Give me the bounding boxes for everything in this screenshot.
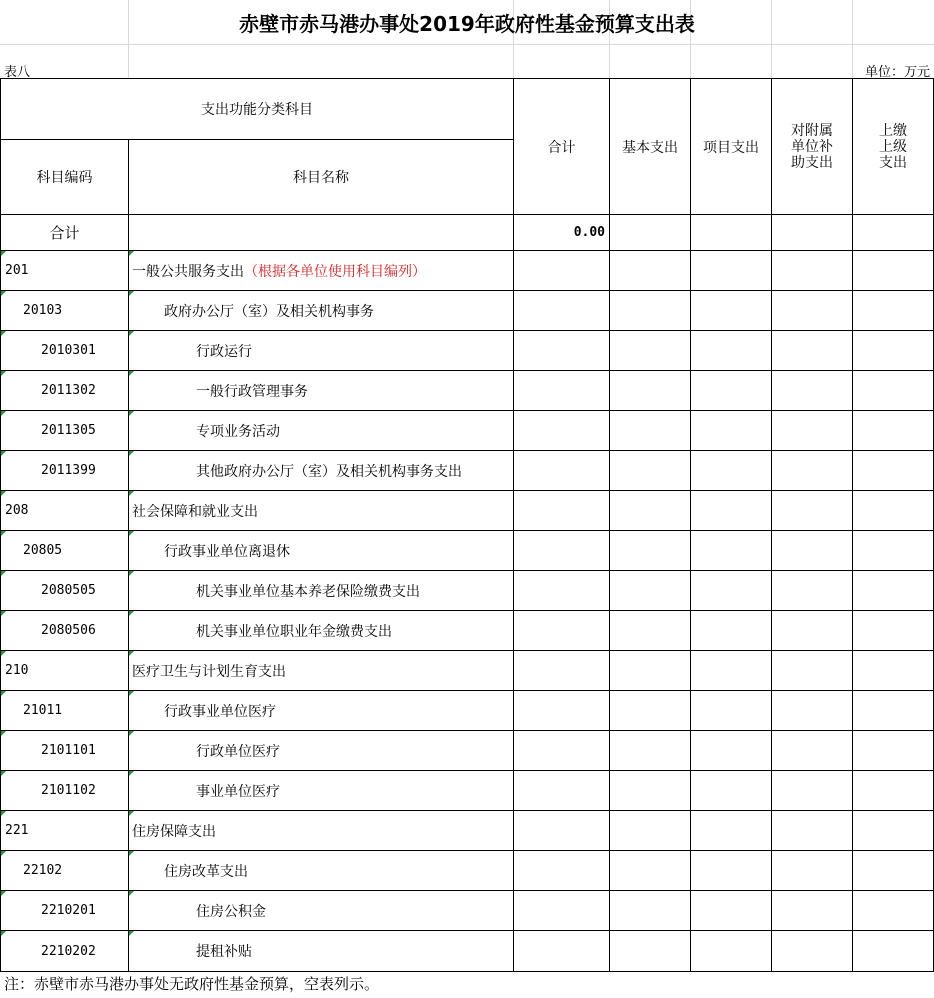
basic-amount-cell[interactable] bbox=[610, 891, 691, 931]
subject-code: 2210201 bbox=[41, 903, 96, 918]
subject-code-cell[interactable] bbox=[1, 411, 129, 451]
subsidy-amount-cell[interactable] bbox=[772, 771, 853, 811]
project-amount-cell[interactable] bbox=[691, 691, 772, 731]
remit-amount-cell[interactable] bbox=[853, 771, 934, 811]
project-amount-cell[interactable] bbox=[691, 251, 772, 291]
cell-marker-icon bbox=[1, 291, 6, 296]
subject-name: 事业单位医疗 bbox=[196, 783, 280, 800]
project-amount-cell[interactable] bbox=[691, 531, 772, 571]
total-amount-cell[interactable] bbox=[514, 731, 610, 771]
subject-name: 行政单位医疗 bbox=[196, 743, 280, 760]
total-value[interactable]: 0.00 bbox=[514, 215, 610, 251]
table-row bbox=[1, 731, 934, 771]
basic-amount-cell[interactable] bbox=[610, 571, 691, 611]
cell-marker-icon bbox=[129, 851, 134, 856]
basic-amount-cell[interactable] bbox=[610, 251, 691, 291]
cell-marker-icon bbox=[129, 611, 134, 616]
cell-marker-icon bbox=[129, 931, 134, 936]
basic-amount-cell[interactable] bbox=[610, 731, 691, 771]
total-amount-cell[interactable] bbox=[514, 491, 610, 531]
table-row bbox=[1, 371, 934, 411]
subsidy-amount-cell[interactable] bbox=[772, 411, 853, 451]
subsidy-amount-cell[interactable] bbox=[772, 571, 853, 611]
subject-name: 机关事业单位职业年金缴费支出 bbox=[196, 623, 392, 640]
total-amount-cell[interactable] bbox=[514, 931, 610, 972]
cell-marker-icon bbox=[129, 731, 134, 736]
table-row bbox=[1, 891, 934, 931]
subject-code-cell[interactable] bbox=[1, 851, 129, 891]
project-amount-cell[interactable] bbox=[691, 611, 772, 651]
subject-name: 住房保障支出 bbox=[132, 823, 216, 840]
subject-code: 221 bbox=[5, 823, 29, 838]
subject-name-cell[interactable] bbox=[129, 291, 514, 331]
subject-code: 22102 bbox=[23, 863, 63, 878]
table-row bbox=[1, 411, 934, 451]
subsidy-amount-cell[interactable] bbox=[772, 331, 853, 371]
subject-name-cell[interactable] bbox=[129, 611, 514, 651]
subject-name-cell[interactable] bbox=[129, 771, 514, 811]
basic-amount-cell[interactable] bbox=[610, 291, 691, 331]
subject-name: 医疗卫生与计划生育支出 bbox=[132, 663, 286, 680]
subject-name: 住房公积金 bbox=[196, 903, 266, 920]
subsidy-amount-cell[interactable] bbox=[772, 811, 853, 851]
cell-marker-icon bbox=[129, 651, 134, 656]
cell-marker-icon bbox=[129, 531, 134, 536]
cell-marker-icon bbox=[1, 571, 6, 576]
cell-marker-icon bbox=[1, 771, 6, 776]
total-project-cell[interactable] bbox=[691, 215, 772, 251]
remit-amount-cell[interactable] bbox=[853, 331, 934, 371]
subject-code-cell[interactable] bbox=[1, 451, 129, 491]
table-row bbox=[1, 291, 934, 331]
subject-code: 2010301 bbox=[41, 343, 96, 358]
remit-amount-cell[interactable] bbox=[853, 851, 934, 891]
subject-name: 机关事业单位基本养老保险缴费支出 bbox=[196, 583, 420, 600]
basic-amount-cell[interactable] bbox=[610, 451, 691, 491]
project-amount-cell[interactable] bbox=[691, 811, 772, 851]
table-row bbox=[1, 611, 934, 651]
cell-marker-icon bbox=[1, 691, 6, 696]
cell-marker-icon bbox=[129, 451, 134, 456]
subsidy-amount-cell[interactable] bbox=[772, 291, 853, 331]
subsidy-amount-cell[interactable] bbox=[772, 531, 853, 571]
subject-code: 2011302 bbox=[41, 383, 96, 398]
subject-code: 2101102 bbox=[41, 783, 96, 798]
budget-table bbox=[0, 78, 934, 972]
total-amount-cell[interactable] bbox=[514, 331, 610, 371]
remit-amount-cell[interactable] bbox=[853, 571, 934, 611]
subject-code-cell[interactable] bbox=[1, 891, 129, 931]
subject-name-cell[interactable] bbox=[129, 491, 514, 531]
total-amount-cell[interactable] bbox=[514, 251, 610, 291]
table-row bbox=[1, 691, 934, 731]
subject-code: 2210202 bbox=[41, 943, 96, 959]
cell-marker-icon bbox=[1, 891, 6, 896]
basic-amount-cell[interactable] bbox=[610, 531, 691, 571]
unit-label: 单位：万元 bbox=[864, 65, 930, 80]
subsidy-amount-cell[interactable] bbox=[772, 731, 853, 771]
cell-marker-icon bbox=[1, 651, 6, 656]
basic-amount-cell[interactable] bbox=[610, 331, 691, 371]
table-row bbox=[1, 651, 934, 691]
remit-amount-cell[interactable] bbox=[853, 691, 934, 731]
basic-amount-cell[interactable] bbox=[610, 931, 691, 972]
project-amount-cell[interactable] bbox=[691, 491, 772, 531]
subject-name-cell[interactable] bbox=[129, 691, 514, 731]
subject-name: 政府办公厅（室）及相关机构事务 bbox=[164, 303, 374, 320]
remit-amount-cell[interactable] bbox=[853, 251, 934, 291]
subject-code-cell[interactable] bbox=[1, 251, 129, 291]
subject-name-cell[interactable] bbox=[129, 411, 514, 451]
project-amount-cell[interactable] bbox=[691, 891, 772, 931]
subject-name-cell[interactable] bbox=[129, 571, 514, 611]
table-label: 表八 bbox=[4, 65, 31, 80]
project-amount-cell[interactable] bbox=[691, 451, 772, 491]
project-amount-cell[interactable] bbox=[691, 931, 772, 972]
subsidy-amount-cell[interactable] bbox=[772, 251, 853, 291]
project-amount-cell[interactable] bbox=[691, 771, 772, 811]
remit-amount-cell[interactable] bbox=[853, 371, 934, 411]
project-amount-cell[interactable] bbox=[691, 371, 772, 411]
cell-marker-icon bbox=[129, 691, 134, 696]
subject-name: 其他政府办公厅（室）及相关机构事务支出 bbox=[196, 463, 462, 480]
total-name-cell[interactable] bbox=[129, 215, 514, 251]
remit-amount-cell[interactable] bbox=[853, 611, 934, 651]
subject-code-cell[interactable] bbox=[1, 491, 129, 531]
subject-name: 专项业务活动 bbox=[196, 423, 280, 440]
total-amount-cell[interactable] bbox=[514, 291, 610, 331]
total-amount-cell[interactable] bbox=[514, 851, 610, 891]
cell-marker-icon bbox=[1, 931, 6, 936]
subject-name: 提租补贴 bbox=[196, 944, 252, 960]
cell-marker-icon bbox=[1, 451, 6, 456]
subject-name: 一般公共服务支出 bbox=[132, 263, 244, 280]
basic-amount-cell[interactable] bbox=[610, 691, 691, 731]
table-row bbox=[1, 771, 934, 811]
total-amount-cell[interactable] bbox=[514, 411, 610, 451]
sheet-title: 赤壁市赤马港办事处2019年政府性基金预算支出表 bbox=[239, 11, 695, 36]
total-amount-cell[interactable] bbox=[514, 811, 610, 851]
project-amount-cell[interactable] bbox=[691, 571, 772, 611]
cell-marker-icon bbox=[1, 811, 6, 816]
cell-marker-icon bbox=[1, 371, 6, 376]
total-amount-cell[interactable] bbox=[514, 371, 610, 411]
total-amount-cell[interactable] bbox=[514, 451, 610, 491]
total-amount-cell[interactable] bbox=[514, 571, 610, 611]
subject-code-cell[interactable] bbox=[1, 331, 129, 371]
remit-amount-cell[interactable] bbox=[853, 651, 934, 691]
cell-marker-icon bbox=[1, 331, 6, 336]
subsidy-amount-cell[interactable] bbox=[772, 451, 853, 491]
table-row bbox=[1, 851, 934, 891]
cell-marker-icon bbox=[129, 491, 134, 496]
cell-marker-icon bbox=[1, 491, 6, 496]
subject-code: 20805 bbox=[23, 543, 63, 558]
subject-code-cell[interactable] bbox=[1, 931, 129, 972]
remit-amount-cell[interactable] bbox=[853, 411, 934, 451]
subject-name-cell[interactable] bbox=[129, 531, 514, 571]
subsidy-amount-cell[interactable] bbox=[772, 691, 853, 731]
subject-name-cell[interactable] bbox=[129, 451, 514, 491]
cell-marker-icon bbox=[1, 851, 6, 856]
subject-code: 210 bbox=[5, 663, 29, 678]
total-subsidy-cell[interactable] bbox=[772, 215, 853, 251]
cell-marker-icon bbox=[1, 251, 6, 256]
header-subsidy: 对附属单位补助支出 bbox=[772, 79, 853, 215]
subject-name-cell[interactable] bbox=[129, 891, 514, 931]
subject-code-cell[interactable] bbox=[1, 651, 129, 691]
total-amount-cell[interactable] bbox=[514, 611, 610, 651]
cell-marker-icon bbox=[129, 771, 134, 776]
subsidy-amount-cell[interactable] bbox=[772, 851, 853, 891]
subject-name-cell[interactable] bbox=[129, 251, 514, 291]
cell-marker-icon bbox=[129, 251, 134, 256]
basic-amount-cell[interactable] bbox=[610, 371, 691, 411]
basic-amount-cell[interactable] bbox=[610, 651, 691, 691]
subject-name-cell[interactable] bbox=[129, 731, 514, 771]
basic-amount-cell[interactable] bbox=[610, 851, 691, 891]
subject-code: 21011 bbox=[23, 703, 63, 718]
gridline bbox=[0, 44, 934, 45]
cell-marker-icon bbox=[129, 291, 134, 296]
total-amount-cell[interactable] bbox=[514, 891, 610, 931]
project-amount-cell[interactable] bbox=[691, 731, 772, 771]
table-row bbox=[1, 331, 934, 371]
project-amount-cell[interactable] bbox=[691, 651, 772, 691]
subject-code-cell[interactable] bbox=[1, 571, 129, 611]
subsidy-amount-cell[interactable] bbox=[772, 611, 853, 651]
total-amount-cell[interactable] bbox=[514, 771, 610, 811]
cell-marker-icon bbox=[129, 571, 134, 576]
subject-code-cell[interactable] bbox=[1, 291, 129, 331]
project-amount-cell[interactable] bbox=[691, 411, 772, 451]
table-row bbox=[1, 571, 934, 611]
table-row bbox=[1, 491, 934, 531]
table-row bbox=[1, 811, 934, 851]
subject-name: 住房改革支出 bbox=[164, 863, 248, 880]
subject-note: （根据各单位使用科目编列） bbox=[244, 263, 426, 280]
remit-amount-cell[interactable] bbox=[853, 731, 934, 771]
cell-marker-icon bbox=[1, 731, 6, 736]
subsidy-amount-cell[interactable] bbox=[772, 491, 853, 531]
cell-marker-icon bbox=[129, 811, 134, 816]
subject-code: 2011399 bbox=[41, 463, 96, 478]
cell-marker-icon bbox=[1, 611, 6, 616]
subject-code-cell[interactable] bbox=[1, 811, 129, 851]
header-code: 科目编码 bbox=[1, 140, 129, 215]
project-amount-cell[interactable] bbox=[691, 291, 772, 331]
header-name: 科目名称 bbox=[129, 140, 514, 215]
header-group: 支出功能分类科目 bbox=[1, 79, 514, 140]
subject-name-cell[interactable] bbox=[129, 931, 514, 972]
subject-name-cell[interactable] bbox=[129, 371, 514, 411]
subject-code-cell[interactable] bbox=[1, 771, 129, 811]
subsidy-amount-cell[interactable] bbox=[772, 371, 853, 411]
subject-name: 一般行政管理事务 bbox=[196, 383, 308, 400]
total-amount-cell[interactable] bbox=[514, 651, 610, 691]
subject-code-cell[interactable] bbox=[1, 531, 129, 571]
basic-amount-cell[interactable] bbox=[610, 491, 691, 531]
subject-name-cell[interactable] bbox=[129, 651, 514, 691]
total-amount-cell[interactable] bbox=[514, 691, 610, 731]
basic-amount-cell[interactable] bbox=[610, 771, 691, 811]
header-total: 合计 bbox=[514, 79, 610, 215]
cell-marker-icon bbox=[129, 411, 134, 416]
subject-code-cell[interactable] bbox=[1, 691, 129, 731]
subject-name-cell[interactable] bbox=[129, 331, 514, 371]
remit-amount-cell[interactable] bbox=[853, 931, 934, 972]
subject-code: 20103 bbox=[23, 303, 63, 318]
total-amount-cell[interactable] bbox=[514, 531, 610, 571]
basic-amount-cell[interactable] bbox=[610, 611, 691, 651]
cell-marker-icon bbox=[1, 531, 6, 536]
total-remit-cell[interactable] bbox=[853, 215, 934, 251]
subject-name-cell[interactable] bbox=[129, 851, 514, 891]
cell-marker-icon bbox=[1, 411, 6, 416]
table-row bbox=[1, 531, 934, 571]
subject-code: 2101101 bbox=[41, 743, 96, 758]
remit-amount-cell[interactable] bbox=[853, 491, 934, 531]
project-amount-cell[interactable] bbox=[691, 331, 772, 371]
subject-name-cell[interactable] bbox=[129, 811, 514, 851]
basic-amount-cell[interactable] bbox=[610, 811, 691, 851]
subject-name: 行政事业单位离退休 bbox=[164, 543, 290, 560]
total-label: 合计 bbox=[1, 215, 129, 251]
basic-amount-cell[interactable] bbox=[610, 411, 691, 451]
subject-name: 社会保障和就业支出 bbox=[132, 503, 258, 520]
subject-code: 2080505 bbox=[41, 583, 96, 598]
subject-code: 201 bbox=[5, 263, 29, 278]
subject-name: 行政事业单位医疗 bbox=[164, 703, 276, 720]
subject-code-cell[interactable] bbox=[1, 371, 129, 411]
cell-marker-icon bbox=[129, 331, 134, 336]
header-basic: 基本支出 bbox=[610, 79, 691, 215]
remit-amount-cell[interactable] bbox=[853, 451, 934, 491]
subject-code: 2011305 bbox=[41, 423, 96, 438]
subject-name: 行政运行 bbox=[196, 343, 252, 360]
cell-marker-icon bbox=[129, 891, 134, 896]
subject-code: 2080506 bbox=[41, 623, 96, 638]
subject-code-cell[interactable] bbox=[1, 611, 129, 651]
subsidy-amount-cell[interactable] bbox=[772, 891, 853, 931]
subsidy-amount-cell[interactable] bbox=[772, 931, 853, 972]
subject-code-cell[interactable] bbox=[1, 731, 129, 771]
cell-marker-icon bbox=[129, 371, 134, 376]
table-row bbox=[1, 931, 934, 972]
remit-amount-cell[interactable] bbox=[853, 891, 934, 931]
table-row bbox=[1, 251, 934, 291]
remit-amount-cell[interactable] bbox=[853, 531, 934, 571]
header-remit: 上缴上级支出 bbox=[853, 79, 934, 215]
footnote: 注：赤壁市赤马港办事处无政府性基金预算，空表列示。 bbox=[4, 975, 380, 993]
subsidy-amount-cell[interactable] bbox=[772, 651, 853, 691]
project-amount-cell[interactable] bbox=[691, 851, 772, 891]
header-project: 项目支出 bbox=[691, 79, 772, 215]
table-row bbox=[1, 451, 934, 491]
remit-amount-cell[interactable] bbox=[853, 291, 934, 331]
total-basic-cell[interactable] bbox=[610, 215, 691, 251]
subject-code: 208 bbox=[5, 503, 29, 518]
remit-amount-cell[interactable] bbox=[853, 811, 934, 851]
